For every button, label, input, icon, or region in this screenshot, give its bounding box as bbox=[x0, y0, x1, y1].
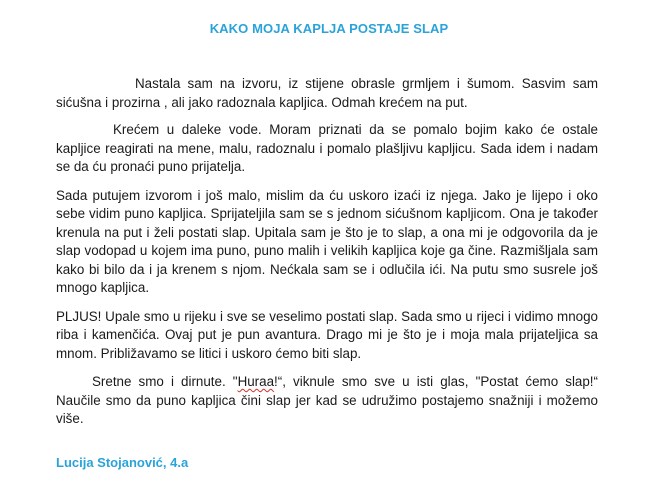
paragraph-1: Nastala sam na izvoru, iz stijene obrasle grmljem i šumom. Sasvim sam sićušna i prozirna , ali jako radoznala kapljica. Odmah krećem na put. bbox=[56, 76, 598, 110]
document-title: KAKO MOJA KAPLJA POSTAJE SLAP bbox=[209, 21, 449, 36]
paragraph-2: Krećem u daleke vode. Moram priznati da se pomalo bojim kako će ostale kapljice reagirati na mene, malu, radoznalu i pomalo plašljivu kapljicu. Sada idem i nadam se da ću pronaći puno prijatelja. bbox=[56, 122, 598, 174]
spellcheck-flagged-word: Huraa bbox=[237, 374, 275, 389]
document-body bbox=[56, 75, 598, 439]
author-signature: Lucija Stojanović, 4.a bbox=[56, 455, 189, 470]
paragraph-3: Sada putujem izvorom i još malo, mislim da ću uskoro izaći iz njega. Jako je lijepo i oko sebe vidim puno kapljica. Sprijateljila sam se s jednom sićušnom kapljicom. Ona je također krenula na put i želi postati slap. Upitala sam je što je to slap, a ona mi je odgovorila da je slap vodopad u kojem ima puno, puno malih i velikih kapljica koje ga čine. Razmišljala sam kako bi bilo da i ja krenem s njom. Nećkala sam se i odlučila ići. Na putu smo susrele još mnogo kapljica. bbox=[56, 187, 598, 295]
paragraph-5-end: !“, viknule smo sve u isti glas, "Postat ćemo slap!“ Naučile smo da puno kapljica čini slap jer kad se udružimo postajemo snažniji i možemo više. bbox=[56, 374, 598, 426]
paragraph-4: PLJUS! Upale smo u rijeku i sve se veselimo postati slap. Sada smo u rijeci i vidimo mnogo riba i kamenčića. Ovaj put je pun avantura. Drago mi je što je i moja mala prijateljica sa mnom. Približavamo se litici i uskoro ćemo biti slap. bbox=[56, 308, 598, 361]
paragraph-5-start: Sretne smo i dirnute. " bbox=[92, 374, 238, 389]
paragraph-5 bbox=[56, 373, 598, 429]
